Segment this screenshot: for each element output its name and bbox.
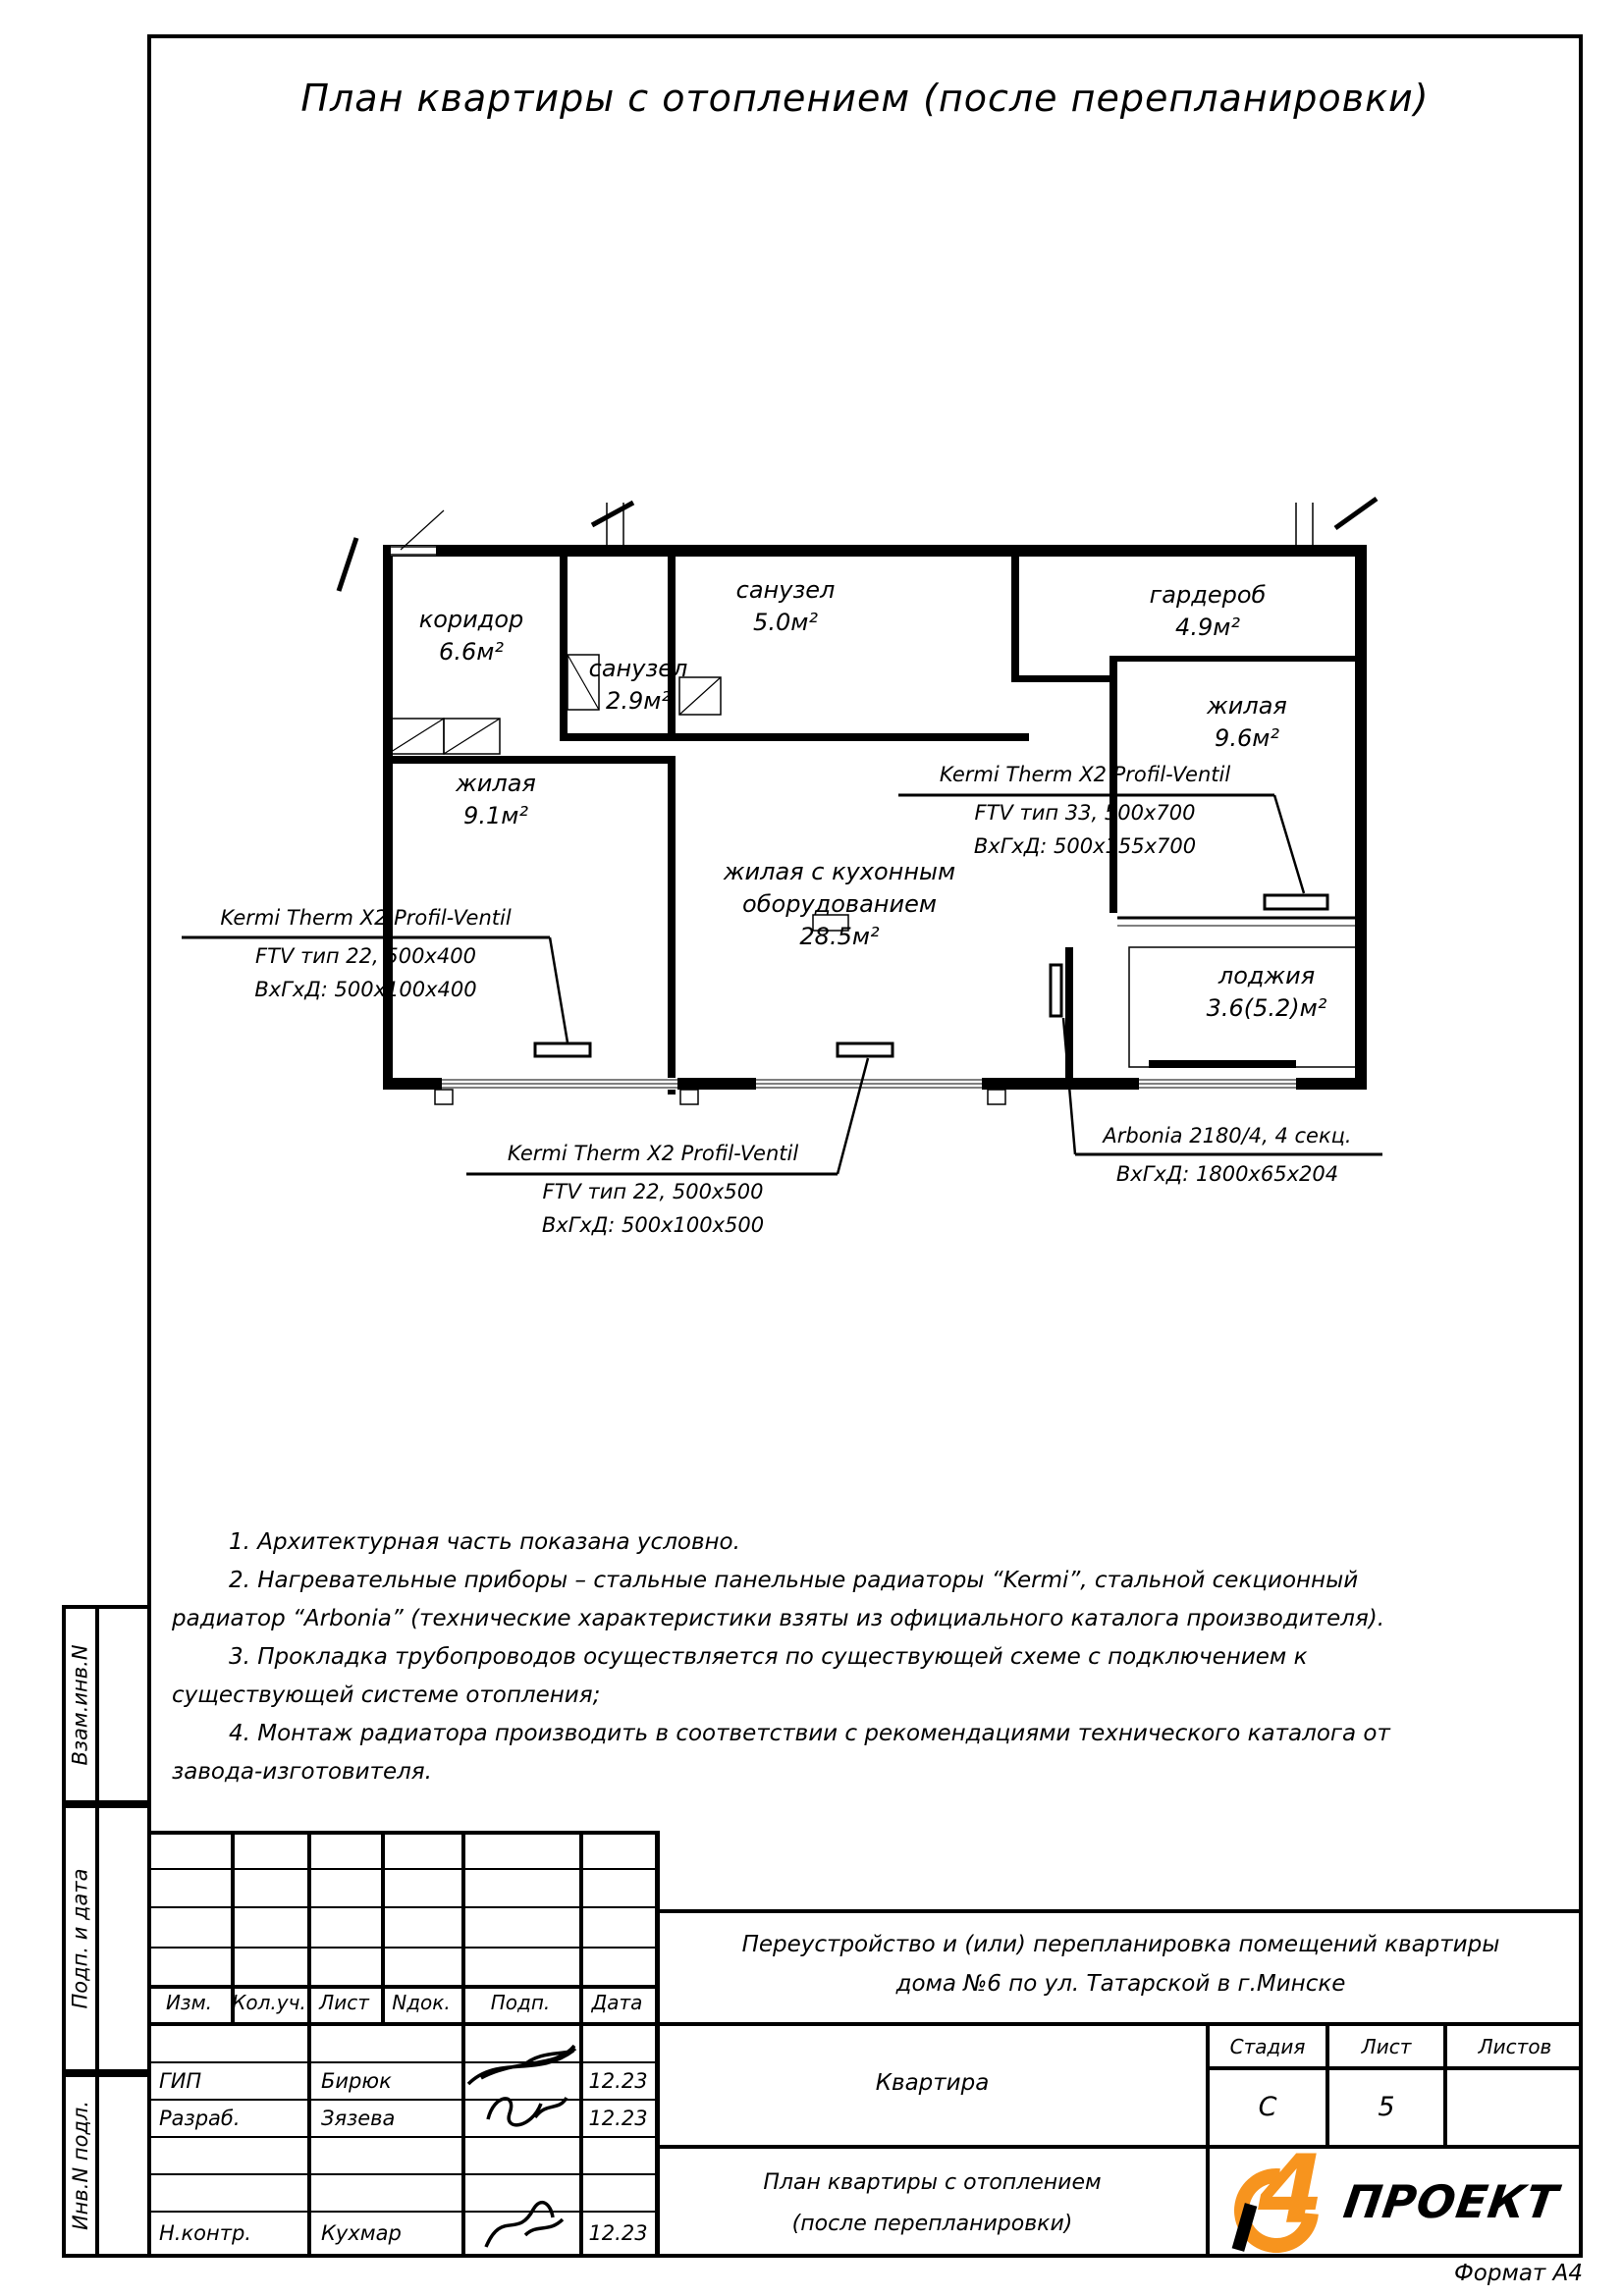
sheets-value [1447, 2070, 1583, 2145]
room-label-lodzhiya: лоджия 3.6(5.2)м² [1206, 962, 1327, 1022]
stage-label: Стадия [1229, 2035, 1306, 2058]
room-label-sanuzel-small: санузел 2.9м² [588, 655, 688, 715]
sign-date-nkontr: 12.23 [588, 2221, 648, 2245]
page-title: План квартиры с отоплением (после перепланировки) [300, 77, 1430, 120]
sheet-label: Лист [1361, 2035, 1412, 2058]
signature-nkontr [476, 2196, 574, 2253]
sign-date-razrab: 12.23 [588, 2107, 648, 2130]
frame-sidebar [62, 1605, 151, 2258]
note-1: 1. Архитектурная часть показана условно. [229, 1529, 740, 1555]
col-podp: Подп. [490, 1991, 551, 2014]
room-label-zhilaya-91: жилая 9.1м² [456, 770, 536, 829]
radiator-kermi-400 [535, 1043, 590, 1056]
sidebar-cell-vzam: Взам.инв.N [62, 1605, 99, 1804]
company-logo [1208, 2134, 1583, 2258]
col-izm: Изм. [165, 1991, 213, 2014]
logo-text: ПРОЕКТ [1340, 2174, 1562, 2228]
room-label-sanuzel-big: санузел 5.0м² [735, 576, 836, 636]
logo-mark-icon: 4 [1232, 2151, 1342, 2253]
floor-plan [137, 491, 1600, 1325]
note-3: 3. Прокладка трубопроводов осуществляется по существующей схеме с подключением к существующей системе отопления; [172, 1644, 1308, 1708]
annotation-kermi-700: Kermi Therm X2 Profil-Ventil FTV тип 33, 500х700 ВхГхД: 500х155х700 [939, 763, 1231, 858]
project-name: Переустройство и (или) перепланировка помещений квартиры дома №6 по ул. Татарской в г.Минске [741, 1932, 1500, 1997]
annotation-kermi-500: Kermi Therm X2 Profil-Ventil FTV тип 22, 500х500 ВхГхД: 500х100х500 [507, 1142, 799, 1237]
object-name: Квартира [875, 2070, 990, 2096]
col-koluch: Кол.уч. [232, 1991, 306, 2014]
sheets-label: Листов [1478, 2035, 1552, 2058]
note-2: 2. Нагревательные приборы – стальные панельные радиаторы “Kermi”, стальной секционный радиатор “Arbonia” (технические характеристики взяты из официального каталога производителя). [172, 1568, 1385, 1631]
note-4: 4. Монтаж радиатора производить в соответствии с рекомендациями технического каталога от завода-изготовителя. [172, 1721, 1390, 1785]
sign-name-razrab: Зязева [321, 2107, 396, 2130]
format-label: Формат А4 [1454, 2261, 1583, 2286]
radiator-kermi-500 [838, 1043, 893, 1056]
sign-date-gip: 12.23 [588, 2069, 648, 2093]
stage-value: С [1258, 2092, 1277, 2122]
radiator-arbonia [1051, 965, 1061, 1016]
room-label-zhilaya-96: жилая 9.6м² [1207, 692, 1287, 752]
annotation-kermi-400: Kermi Therm X2 Profil-Ventil FTV тип 22, 500х400 ВхГхД: 500х100х400 [220, 906, 512, 1001]
col-list: Лист [319, 1991, 369, 2014]
sidebar-cell-inv: Инв.N подл. [62, 2073, 99, 2258]
col-data: Дата [591, 1991, 643, 2014]
room-label-garderob: гардероб 4.9м² [1149, 581, 1267, 641]
room-label-koridor: коридор 6.6м² [418, 606, 524, 666]
sign-role-razrab: Разраб. [159, 2107, 241, 2130]
col-ndok: Nдок. [392, 1991, 451, 2014]
sheet-value: 5 [1378, 2092, 1395, 2122]
signature-gip [463, 2037, 579, 2096]
radiator-kermi-700 [1265, 895, 1327, 909]
sign-name-nkontr: Кухмар [321, 2221, 402, 2245]
notes-block [172, 1523, 1429, 1791]
sidebar-cell-podp: Подп. и дата [62, 1804, 99, 2073]
signature-razrab [476, 2088, 574, 2135]
room-label-kitchen-living: жилая с кухонным оборудованием 28.5м² [723, 858, 956, 950]
annotation-arbonia: Arbonia 2180/4, 4 секц. ВхГхД: 1800х65х204 [1103, 1124, 1352, 1186]
doc-title: План квартиры с отоплением (после перепланировки) [763, 2170, 1102, 2236]
title-block [147, 1831, 1583, 2258]
sign-role-gip: ГИП [159, 2069, 202, 2093]
sign-name-gip: Бирюк [321, 2069, 392, 2093]
sign-role-nkontr: Н.контр. [159, 2221, 251, 2245]
